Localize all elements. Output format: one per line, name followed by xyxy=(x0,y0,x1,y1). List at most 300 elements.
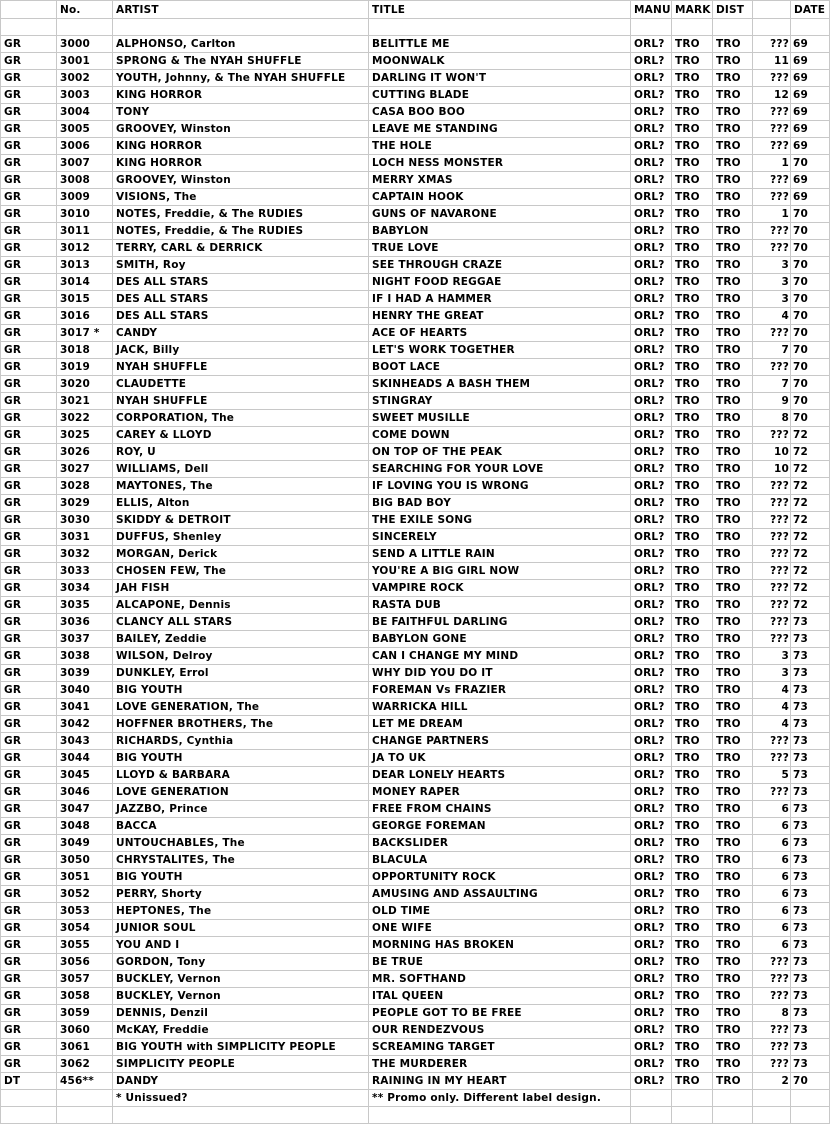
cell-title: SEE THROUGH CRAZE xyxy=(369,257,631,274)
cell-dist: TRO xyxy=(713,767,753,784)
cell-month: 6 xyxy=(753,818,791,835)
cell-empty xyxy=(57,1090,113,1107)
cell-mark: TRO xyxy=(672,512,713,529)
cell-manu: ORL? xyxy=(631,971,672,988)
cell-manu: ORL? xyxy=(631,359,672,376)
cell-month: ??? xyxy=(753,733,791,750)
cell-manu: ORL? xyxy=(631,206,672,223)
cell-mark: TRO xyxy=(672,87,713,104)
cell-artist: McKAY, Freddie xyxy=(113,1022,369,1039)
cell-dist: TRO xyxy=(713,665,753,682)
cell-title: GUNS OF NAVARONE xyxy=(369,206,631,223)
cell-year: 73 xyxy=(791,716,830,733)
cell-manu: ORL? xyxy=(631,869,672,886)
cell-catalog-number: 3006 xyxy=(57,138,113,155)
cell-title: CAN I CHANGE MY MIND xyxy=(369,648,631,665)
cell-artist: GORDON, Tony xyxy=(113,954,369,971)
cell-manu: ORL? xyxy=(631,648,672,665)
cell-year: 73 xyxy=(791,767,830,784)
cell-catalog-number: 3022 xyxy=(57,410,113,427)
cell-month: ??? xyxy=(753,597,791,614)
table-row xyxy=(1,427,830,444)
cell-month: ??? xyxy=(753,563,791,580)
cell-title: ITAL QUEEN xyxy=(369,988,631,1005)
cell-dist: TRO xyxy=(713,1022,753,1039)
cell-year: 69 xyxy=(791,53,830,70)
cell-catalog-number: 3049 xyxy=(57,835,113,852)
cell-manu: ORL? xyxy=(631,1005,672,1022)
cell-month: ??? xyxy=(753,1039,791,1056)
table-row xyxy=(1,869,830,886)
cell-dist: TRO xyxy=(713,172,753,189)
cell-artist: BAILEY, Zeddie xyxy=(113,631,369,648)
cell-month: 10 xyxy=(753,461,791,478)
cell-month: 6 xyxy=(753,852,791,869)
cell-catalog-number: 3010 xyxy=(57,206,113,223)
cell-month: ??? xyxy=(753,784,791,801)
table-row xyxy=(1,614,830,631)
cell-month: ??? xyxy=(753,1056,791,1073)
cell-mark: TRO xyxy=(672,580,713,597)
cell-dist: TRO xyxy=(713,1073,753,1090)
table-row xyxy=(1,920,830,937)
cell-label-code: GR xyxy=(1,461,57,478)
cell-catalog-number: 3027 xyxy=(57,461,113,478)
cell-artist: DES ALL STARS xyxy=(113,308,369,325)
cell-mark: TRO xyxy=(672,342,713,359)
cell-year: 70 xyxy=(791,410,830,427)
cell-mark: TRO xyxy=(672,223,713,240)
cell-month: 7 xyxy=(753,376,791,393)
cell-manu: ORL? xyxy=(631,784,672,801)
cell-dist: TRO xyxy=(713,852,753,869)
cell-title: ONE WIFE xyxy=(369,920,631,937)
cell-year: 72 xyxy=(791,597,830,614)
cell-label-code: GR xyxy=(1,427,57,444)
cell-dist: TRO xyxy=(713,53,753,70)
cell-month: ??? xyxy=(753,954,791,971)
cell-manu: ORL? xyxy=(631,87,672,104)
cell-catalog-number: 3044 xyxy=(57,750,113,767)
footnote-unissued: * Unissued? xyxy=(113,1090,369,1107)
cell-year: 73 xyxy=(791,869,830,886)
cell-manu: ORL? xyxy=(631,750,672,767)
cell-label-code: GR xyxy=(1,325,57,342)
table-row xyxy=(1,53,830,70)
cell-month: 1 xyxy=(753,155,791,172)
cell-artist: WILLIAMS, Dell xyxy=(113,461,369,478)
cell-title: SINCERELY xyxy=(369,529,631,546)
cell-artist: TERRY, CARL & DERRICK xyxy=(113,240,369,257)
cell-dist: TRO xyxy=(713,393,753,410)
cell-year: 73 xyxy=(791,903,830,920)
cell-month: 1 xyxy=(753,206,791,223)
table-row xyxy=(1,784,830,801)
cell-manu: ORL? xyxy=(631,155,672,172)
cell-year: 70 xyxy=(791,359,830,376)
cell-catalog-number: 3047 xyxy=(57,801,113,818)
cell-dist: TRO xyxy=(713,138,753,155)
cell-manu: ORL? xyxy=(631,36,672,53)
cell-year: 70 xyxy=(791,342,830,359)
cell-title: SCREAMING TARGET xyxy=(369,1039,631,1056)
cell-label-code: GR xyxy=(1,87,57,104)
cell-title: STINGRAY xyxy=(369,393,631,410)
cell-year: 72 xyxy=(791,444,830,461)
cell-mark: TRO xyxy=(672,189,713,206)
table-row xyxy=(1,563,830,580)
table-row xyxy=(1,121,830,138)
cell-catalog-number: 3041 xyxy=(57,699,113,716)
table-row xyxy=(1,461,830,478)
cell-dist: TRO xyxy=(713,699,753,716)
cell-mark: TRO xyxy=(672,903,713,920)
cell-catalog-number: 3055 xyxy=(57,937,113,954)
cell-year: 72 xyxy=(791,546,830,563)
cell-month: ??? xyxy=(753,70,791,87)
cell-label-code: GR xyxy=(1,971,57,988)
cell-mark: TRO xyxy=(672,427,713,444)
cell-month: ??? xyxy=(753,240,791,257)
cell-catalog-number: 3054 xyxy=(57,920,113,937)
cell-catalog-number: 3057 xyxy=(57,971,113,988)
cell-year: 70 xyxy=(791,376,830,393)
cell-manu: ORL? xyxy=(631,342,672,359)
cell-year: 70 xyxy=(791,308,830,325)
cell-mark: TRO xyxy=(672,1056,713,1073)
cell-label-code: GR xyxy=(1,614,57,631)
cell-title: THE EXILE SONG xyxy=(369,512,631,529)
cell-year: 73 xyxy=(791,920,830,937)
cell-month: ??? xyxy=(753,189,791,206)
cell-mark: TRO xyxy=(672,70,713,87)
cell-month: 11 xyxy=(753,53,791,70)
cell-title: SKINHEADS A BASH THEM xyxy=(369,376,631,393)
cell-manu: ORL? xyxy=(631,665,672,682)
header-title: TITLE xyxy=(369,1,631,19)
cell-catalog-number: 3001 xyxy=(57,53,113,70)
cell-title: CASA BOO BOO xyxy=(369,104,631,121)
table-row xyxy=(1,750,830,767)
footnote-row xyxy=(1,1090,830,1107)
table-row xyxy=(1,172,830,189)
cell-mark: TRO xyxy=(672,801,713,818)
cell-mark: TRO xyxy=(672,1039,713,1056)
cell-year: 70 xyxy=(791,206,830,223)
cell-dist: TRO xyxy=(713,223,753,240)
table-row xyxy=(1,274,830,291)
cell-catalog-number: 3062 xyxy=(57,1056,113,1073)
cell-dist: TRO xyxy=(713,937,753,954)
table-row xyxy=(1,223,830,240)
cell-empty xyxy=(631,1090,672,1107)
cell-mark: TRO xyxy=(672,529,713,546)
cell-year: 73 xyxy=(791,937,830,954)
cell-year: 73 xyxy=(791,648,830,665)
cell-dist: TRO xyxy=(713,784,753,801)
cell-year: 72 xyxy=(791,580,830,597)
cell-title: BELITTLE ME xyxy=(369,36,631,53)
cell-dist: TRO xyxy=(713,291,753,308)
cell-year: 69 xyxy=(791,87,830,104)
cell-manu: ORL? xyxy=(631,631,672,648)
cell-mark: TRO xyxy=(672,597,713,614)
cell-artist: CANDY xyxy=(113,325,369,342)
cell-catalog-number: 3012 xyxy=(57,240,113,257)
cell-manu: ORL? xyxy=(631,767,672,784)
cell-artist: MAYTONES, The xyxy=(113,478,369,495)
cell-month: ??? xyxy=(753,359,791,376)
cell-label-code: GR xyxy=(1,359,57,376)
cell-month: ??? xyxy=(753,427,791,444)
cell-label-code: GR xyxy=(1,750,57,767)
cell-title: CUTTING BLADE xyxy=(369,87,631,104)
cell-catalog-number: 3036 xyxy=(57,614,113,631)
cell-manu: ORL? xyxy=(631,580,672,597)
cell-dist: TRO xyxy=(713,410,753,427)
cell-manu: ORL? xyxy=(631,427,672,444)
cell-artist: JUNIOR SOUL xyxy=(113,920,369,937)
cell-title: RASTA DUB xyxy=(369,597,631,614)
cell-dist: TRO xyxy=(713,563,753,580)
cell-year: 72 xyxy=(791,478,830,495)
cell-manu: ORL? xyxy=(631,410,672,427)
cell-dist: TRO xyxy=(713,801,753,818)
cell-manu: ORL? xyxy=(631,546,672,563)
cell-month: ??? xyxy=(753,512,791,529)
cell-artist: UNTOUCHABLES, The xyxy=(113,835,369,852)
cell-dist: TRO xyxy=(713,444,753,461)
cell-dist: TRO xyxy=(713,597,753,614)
table-row xyxy=(1,1005,830,1022)
cell-month: ??? xyxy=(753,529,791,546)
cell-artist: KING HORROR xyxy=(113,87,369,104)
cell-artist: CHOSEN FEW, The xyxy=(113,563,369,580)
cell-mark: TRO xyxy=(672,138,713,155)
cell-title: ON TOP OF THE PEAK xyxy=(369,444,631,461)
cell-artist: GROOVEY, Winston xyxy=(113,172,369,189)
table-row xyxy=(1,87,830,104)
cell-year: 73 xyxy=(791,954,830,971)
cell-year: 73 xyxy=(791,835,830,852)
cell-mark: TRO xyxy=(672,410,713,427)
cell-artist: DENNIS, Denzil xyxy=(113,1005,369,1022)
cell-title: SWEET MUSILLE xyxy=(369,410,631,427)
table-row xyxy=(1,988,830,1005)
cell-title: OPPORTUNITY ROCK xyxy=(369,869,631,886)
cell-year: 72 xyxy=(791,427,830,444)
cell-title: DEAR LONELY HEARTS xyxy=(369,767,631,784)
cell-label-code: GR xyxy=(1,903,57,920)
cell-mark: TRO xyxy=(672,920,713,937)
cell-label-code: GR xyxy=(1,988,57,1005)
cell-artist: GROOVEY, Winston xyxy=(113,121,369,138)
cell-manu: ORL? xyxy=(631,240,672,257)
cell-manu: ORL? xyxy=(631,512,672,529)
cell-dist: TRO xyxy=(713,886,753,903)
cell-artist: SIMPLICITY PEOPLE xyxy=(113,1056,369,1073)
cell-catalog-number: 3042 xyxy=(57,716,113,733)
cell-month: 9 xyxy=(753,393,791,410)
cell-dist: TRO xyxy=(713,750,753,767)
cell-month: 12 xyxy=(753,87,791,104)
cell-catalog-number: 3018 xyxy=(57,342,113,359)
header-mark: MARK xyxy=(672,1,713,19)
cell-empty xyxy=(753,1090,791,1107)
cell-mark: TRO xyxy=(672,767,713,784)
cell-title: TRUE LOVE xyxy=(369,240,631,257)
cell-label-code: GR xyxy=(1,818,57,835)
cell-artist: CHRYSTALITES, The xyxy=(113,852,369,869)
cell-mark: TRO xyxy=(672,971,713,988)
cell-catalog-number: 3040 xyxy=(57,682,113,699)
cell-title: GEORGE FOREMAN xyxy=(369,818,631,835)
table-row xyxy=(1,665,830,682)
cell-catalog-number: 3052 xyxy=(57,886,113,903)
cell-label-code: GR xyxy=(1,852,57,869)
cell-artist: TONY xyxy=(113,104,369,121)
header-number: No. xyxy=(57,1,113,19)
cell-mark: TRO xyxy=(672,53,713,70)
table-row xyxy=(1,495,830,512)
cell-title: BE TRUE xyxy=(369,954,631,971)
cell-label-code: GR xyxy=(1,648,57,665)
cell-dist: TRO xyxy=(713,682,753,699)
cell-title: LET'S WORK TOGETHER xyxy=(369,342,631,359)
cell-manu: ORL? xyxy=(631,716,672,733)
cell-month: ??? xyxy=(753,36,791,53)
cell-artist: JAH FISH xyxy=(113,580,369,597)
cell-title: DARLING IT WON'T xyxy=(369,70,631,87)
cell-catalog-number: 3016 xyxy=(57,308,113,325)
cell-title: MR. SOFTHAND xyxy=(369,971,631,988)
cell-month: 10 xyxy=(753,444,791,461)
cell-mark: TRO xyxy=(672,648,713,665)
cell-title: IF LOVING YOU IS WRONG xyxy=(369,478,631,495)
cell-year: 73 xyxy=(791,1005,830,1022)
cell-mark: TRO xyxy=(672,478,713,495)
cell-manu: ORL? xyxy=(631,274,672,291)
table-row xyxy=(1,308,830,325)
cell-month: ??? xyxy=(753,631,791,648)
table-row xyxy=(1,342,830,359)
cell-manu: ORL? xyxy=(631,70,672,87)
cell-manu: ORL? xyxy=(631,1073,672,1090)
table-row xyxy=(1,359,830,376)
table-row xyxy=(1,206,830,223)
cell-dist: TRO xyxy=(713,257,753,274)
cell-artist: CLAUDETTE xyxy=(113,376,369,393)
cell-manu: ORL? xyxy=(631,682,672,699)
cell-label-code: GR xyxy=(1,1005,57,1022)
cell-label-code: GR xyxy=(1,801,57,818)
header-row xyxy=(1,1,830,19)
cell-manu: ORL? xyxy=(631,53,672,70)
cell-month: 4 xyxy=(753,699,791,716)
cell-month: 4 xyxy=(753,682,791,699)
cell-title: BACKSLIDER xyxy=(369,835,631,852)
cell-label-code: GR xyxy=(1,1039,57,1056)
table-row xyxy=(1,767,830,784)
cell-dist: TRO xyxy=(713,818,753,835)
cell-label-code: GR xyxy=(1,70,57,87)
cell-manu: ORL? xyxy=(631,444,672,461)
cell-mark: TRO xyxy=(672,155,713,172)
header-label-code xyxy=(1,1,57,19)
cell-month: ??? xyxy=(753,1022,791,1039)
cell-artist: ALPHONSO, Carlton xyxy=(113,36,369,53)
cell-label-code: GR xyxy=(1,682,57,699)
cell-label-code: GR xyxy=(1,291,57,308)
cell-artist: CORPORATION, The xyxy=(113,410,369,427)
table-row xyxy=(1,937,830,954)
cell-catalog-number: 3058 xyxy=(57,988,113,1005)
cell-artist: LOVE GENERATION, The xyxy=(113,699,369,716)
cell-year: 70 xyxy=(791,1073,830,1090)
table-row xyxy=(1,886,830,903)
cell-artist: BIG YOUTH xyxy=(113,750,369,767)
cell-mark: TRO xyxy=(672,291,713,308)
cell-catalog-number: 3004 xyxy=(57,104,113,121)
cell-artist: BIG YOUTH with SIMPLICITY PEOPLE xyxy=(113,1039,369,1056)
cell-label-code: GR xyxy=(1,529,57,546)
cell-catalog-number: 3025 xyxy=(57,427,113,444)
cell-dist: TRO xyxy=(713,1039,753,1056)
cell-title: OLD TIME xyxy=(369,903,631,920)
cell-artist: VISIONS, The xyxy=(113,189,369,206)
cell-title: BOOT LACE xyxy=(369,359,631,376)
cell-month: 6 xyxy=(753,869,791,886)
cell-dist: TRO xyxy=(713,70,753,87)
cell-year: 73 xyxy=(791,886,830,903)
cell-artist: JACK, Billy xyxy=(113,342,369,359)
cell-dist: TRO xyxy=(713,87,753,104)
cell-month: 4 xyxy=(753,308,791,325)
table-row xyxy=(1,699,830,716)
cell-year: 73 xyxy=(791,784,830,801)
cell-month: ??? xyxy=(753,988,791,1005)
cell-year: 72 xyxy=(791,512,830,529)
cell-dist: TRO xyxy=(713,920,753,937)
cell-label-code: GR xyxy=(1,206,57,223)
cell-title: BABYLON GONE xyxy=(369,631,631,648)
cell-dist: TRO xyxy=(713,121,753,138)
cell-title: THE MURDERER xyxy=(369,1056,631,1073)
table-row xyxy=(1,36,830,53)
cell-dist: TRO xyxy=(713,1005,753,1022)
cell-month: ??? xyxy=(753,546,791,563)
cell-label-code: GR xyxy=(1,580,57,597)
cell-manu: ORL? xyxy=(631,121,672,138)
cell-artist: HEPTONES, The xyxy=(113,903,369,920)
cell-catalog-number: 3017 * xyxy=(57,325,113,342)
cell-mark: TRO xyxy=(672,444,713,461)
cell-artist: WILSON, Delroy xyxy=(113,648,369,665)
cell-mark: TRO xyxy=(672,563,713,580)
cell-dist: TRO xyxy=(713,733,753,750)
cell-artist: JAZZBO, Prince xyxy=(113,801,369,818)
cell-title: BABYLON xyxy=(369,223,631,240)
cell-month: 5 xyxy=(753,767,791,784)
cell-catalog-number: 3035 xyxy=(57,597,113,614)
cell-catalog-number: 3020 xyxy=(57,376,113,393)
cell-month: 4 xyxy=(753,716,791,733)
cell-manu: ORL? xyxy=(631,189,672,206)
cell-month: 2 xyxy=(753,1073,791,1090)
cell-catalog-number: 3015 xyxy=(57,291,113,308)
cell-month: 3 xyxy=(753,665,791,682)
cell-catalog-number: 3013 xyxy=(57,257,113,274)
